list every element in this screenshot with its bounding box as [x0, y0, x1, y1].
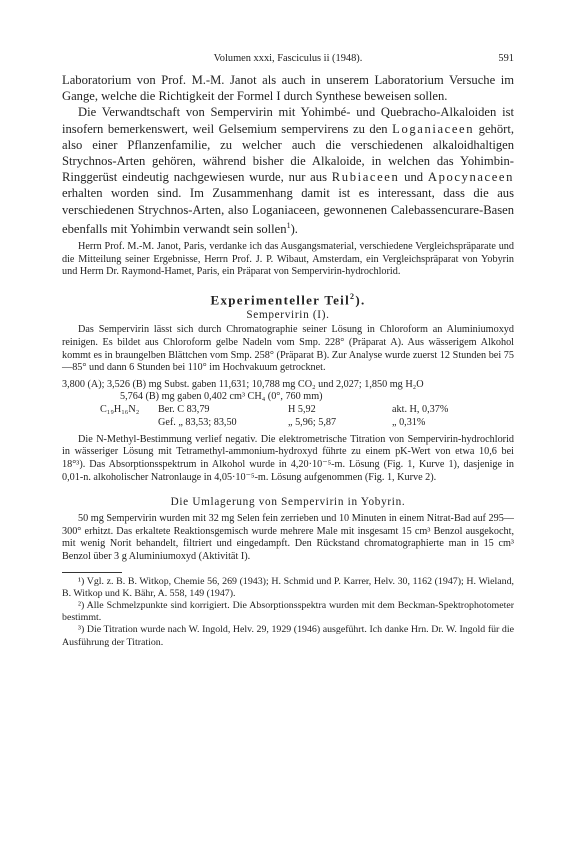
footnote-divider: [62, 572, 122, 573]
analysis-calc-row: C₁₉H₁₆N₂ Ber. C 83,79 H 5,92 akt. H, 0,37%: [100, 403, 449, 415]
experimental-paragraph-3: 50 mg Sempervirin wurden mit 32 mg Selen fein zerrieben und 10 Minuten in einem Nitrat-Bad auf 295—300° erhitzt. Das erkaltete Reaktionsgemisch wurde mehrere Male mit insgesamt 15 cm³ Benzol ausgekocht, mit wenig Norit behandelt, filtriert und eingedampft. Den Rückstand chromatographierte man in 15 cm³ Benzol über 3 g Aluminiumoxyd (Aktivität I).: [62, 513, 514, 563]
experimental-paragraph-1: Das Sempervirin lässt sich durch Chromatographie seiner Lösung in Chloroform an Aluminiumoxyd reinigen. Es bildet aus Chloroform gelbe Nadeln vom Smp. 228° (Präparat A). Aus wässerigem Alkohol kommt es in braungelben Blättchen vom Smp. 258° (Präparat B). Zur Analyse wurde zuerst 12 Stunden bei 75—85° und dann 6 Stunden bei 110° im Hochvakuum getrocknet.: [62, 324, 514, 374]
section-title-2: Die Umlagerung von Sempervirin in Yobyrin.: [170, 496, 406, 509]
term-apocynaceen: Apocynaceen: [427, 170, 515, 185]
experimental-paragraph-2: Die N-Methyl-Bestimmung verlief negativ. Die elektrometrische Titration von Sempervirin-hydrochlorid in wässeriger Lösung mit Tetramethyl-ammonium-hydroxyd führte zu einem pK-Wert von etwa 10,6 bei 18°³). Das Absorptionsspektrum in Alkohol wurde in 4,20·10⁻⁵-m. Lösung (Fig. 1, Kurve 1), dasjenige in 0,01-n. alkoholischer Natronlauge in 4,05·10⁻⁵-m. Lösung aufgenommen (Fig. 1, Kurve 2).: [62, 433, 514, 483]
subsection-title: Sempervirin (I).: [246, 309, 330, 322]
analysis-line-1: 3,800 (A); 3,526 (B) mg Subst. gaben 11,631; 10,788 mg CO₂ und 2,027; 1,850 mg H₂O: [62, 378, 424, 390]
footnote-1: ¹) Vgl. z. B. B. Witkop, Chemie 56, 269 (1943); H. Schmid und P. Karrer, Helv. 30, 1162 (1947); H. Wieland, B. Witkop und K. Bähr, A. 558, 149 (1947).: [62, 575, 514, 599]
term-rubiaceen: Rubiaceen: [331, 170, 400, 185]
formula: C₁₉H₁₆N₂: [100, 403, 140, 415]
analysis-block: [62, 379, 514, 430]
footnote-2: ²) Alle Schmelzpunkte sind korrigiert. Die Absorptionsspektra wurden mit dem Beckman-Spektrophotometer bestimmt.: [62, 600, 514, 624]
analysis-line-2: 5,764 (B) mg gaben 0,402 cm³ CH₄ (0°, 760 mm): [120, 391, 323, 403]
footnote-3: ³) Die Titration wurde nach W. Ingold, Helv. 29, 1929 (1946) ausgeführt. Ich danke Hrn. Dr. W. Ingold für die Ausführung der Titration.: [62, 624, 514, 648]
acknowledgement: Herrn Prof. M.-M. Janot, Paris, verdanke ich das Ausgangsmaterial, verschiedene Vergleichspräparate und die Mitteilung seiner Ergebnisse, Herrn Prof. J. P. Wibaut, Amsterdam, ein Vergleichspräparat von Yobyrin und Herrn Dr. Raymond-Hamet, Paris, ein Präparat von Sempervirin-hydrochlorid.: [62, 241, 514, 278]
section-title: Experimenteller Teil$^2$).: [210, 292, 366, 308]
journal-header: Volumen xxxi, Fasciculus ii (1948).: [213, 53, 363, 64]
term-loganiaceen: Loganiaceen: [392, 121, 475, 136]
analysis-found-row: Gef. „ 83,53; 83,50 „ 5,96; 5,87 „ 0,31%: [158, 416, 426, 428]
paragraph-intro: Laboratorium von Prof. M.-M. Janot als auch in unserem Laboratorium Versuche im Gange, welche die Richtigkeit der Formel I durch Synthese beweisen sollen.: [62, 73, 514, 104]
page-number: 591: [498, 53, 514, 64]
footnotes: [62, 576, 514, 649]
paragraph-relationship: Die Verwandtschaft von Sempervirin mit Yohimbé- und Quebracho-Alkaloiden ist insofern bemerkenswert, weil Gelsemium sempervirens zu den Loganiaceen gehört, also einer Pflanzenfamilie, zu welcher auch die verschiedenen alkaloidhaltigen Strychnos-Arten gehören, während bisher die Alkaloide, in welchen das Yohimbin-Ringgerüst eindeutig nachgewiesen wurde, nur aus Rubiaceen und Apocynaceen erhalten worden sind. Im Zusammenhang damit ist es interessant, dass die aus verschiedenen Strychnos-Arten, also Loganiaceen, gewonnenen Calebassencurare-Basen ebenfalls mit Yohimbin verwandt sein sollen$^1$).: [62, 105, 515, 237]
footnote-ref-1: 1: [286, 220, 291, 230]
